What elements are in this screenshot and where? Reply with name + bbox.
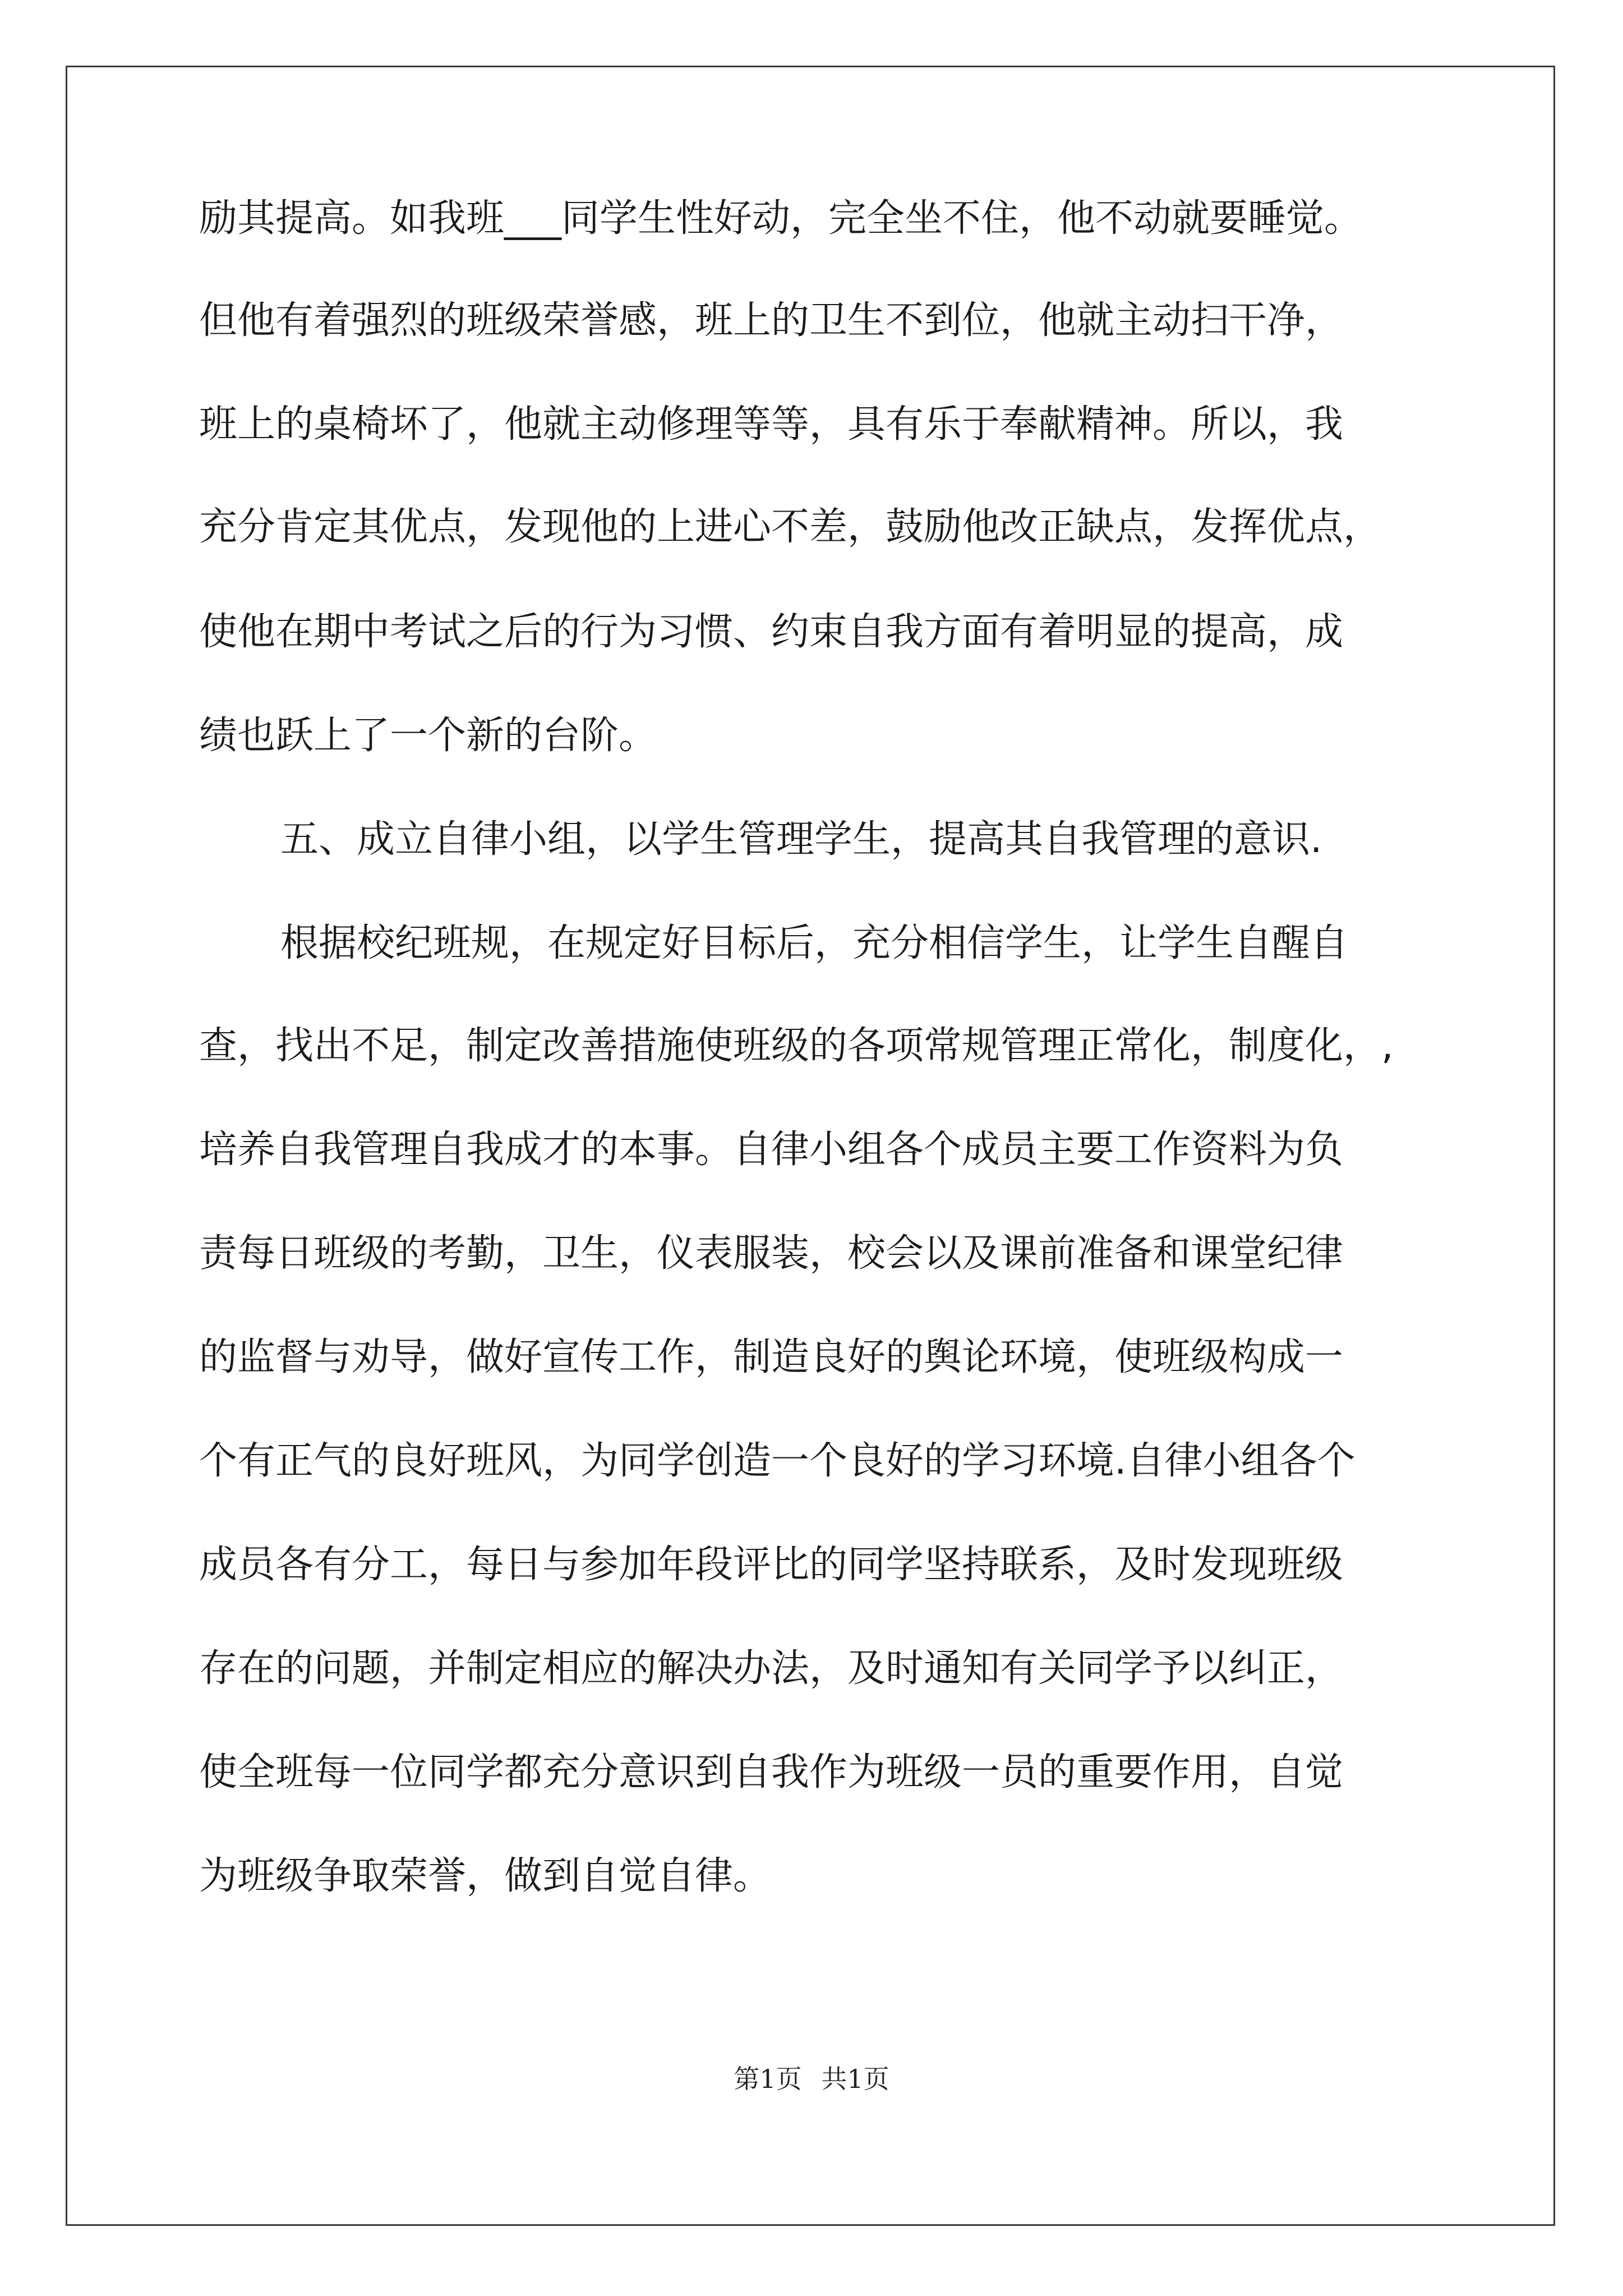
- text-line: 存在的问题，并制定相应的解决办法，及时通知有关同学予以纠正，: [199, 1646, 1344, 1691]
- text-line: 但他有着强烈的班级荣誉感，班上的卫生不到位，他就主动扫干净，: [199, 298, 1344, 343]
- text-line: 使他在期中考试之后的行为习惯、约束自我方面有着明显的提高，成: [199, 610, 1344, 654]
- text-line: 为班级争取荣誉，做到自觉自律。: [199, 1854, 772, 1898]
- text-line: 励其提高。如我班___同学生性好动，完全坐不住，他不动就要睡觉。: [199, 196, 1363, 241]
- text-line: 成员各有分工，每日与参加年段评比的同学坚持联系，及时发现班级: [199, 1543, 1344, 1587]
- text-line: 绩也跃上了一个新的台阶。: [199, 714, 657, 758]
- paragraph-start: 根据校纪班规，在规定好目标后，充分相信学生，让学生自醒自: [280, 921, 1349, 965]
- text-line: 充分肯定其优点，发现他的上进心不差，鼓励他改正缺点，发挥优点，: [199, 505, 1382, 549]
- page-total: 共1页: [821, 2064, 889, 2094]
- text-line: 使全班每一位同学都充分意识到自我作为班级一员的重要作用，自觉: [199, 1750, 1344, 1795]
- page-number: 第1页: [734, 2064, 802, 2094]
- text-line: 的监督与劝导，做好宣传工作，制造良好的舆论环境，使班级构成一: [199, 1335, 1344, 1379]
- text-line: 查，找出不足，制定改善措施使班级的各项常规管理正常化，制度化，,: [199, 1024, 1394, 1068]
- text-line: 责每日班级的考勤，卫生，仪表服装，校会以及课前准备和课堂纪律: [199, 1231, 1344, 1276]
- section-heading: 五、成立自律小组，以学生管理学生，提高其自我管理的意识.: [280, 817, 1322, 862]
- text-line: 个有正气的良好班风，为同学创造一个良好的学习环境.自律小组各个: [199, 1439, 1355, 1483]
- text-line: 培养自我管理自我成才的本事。自律小组各个成员主要工作资料为负: [199, 1128, 1344, 1172]
- text-line: 班上的桌椅坏了，他就主动修理等等，具有乐于奉献精神。所以，我: [199, 402, 1344, 447]
- page-footer: [0, 2059, 1623, 2096]
